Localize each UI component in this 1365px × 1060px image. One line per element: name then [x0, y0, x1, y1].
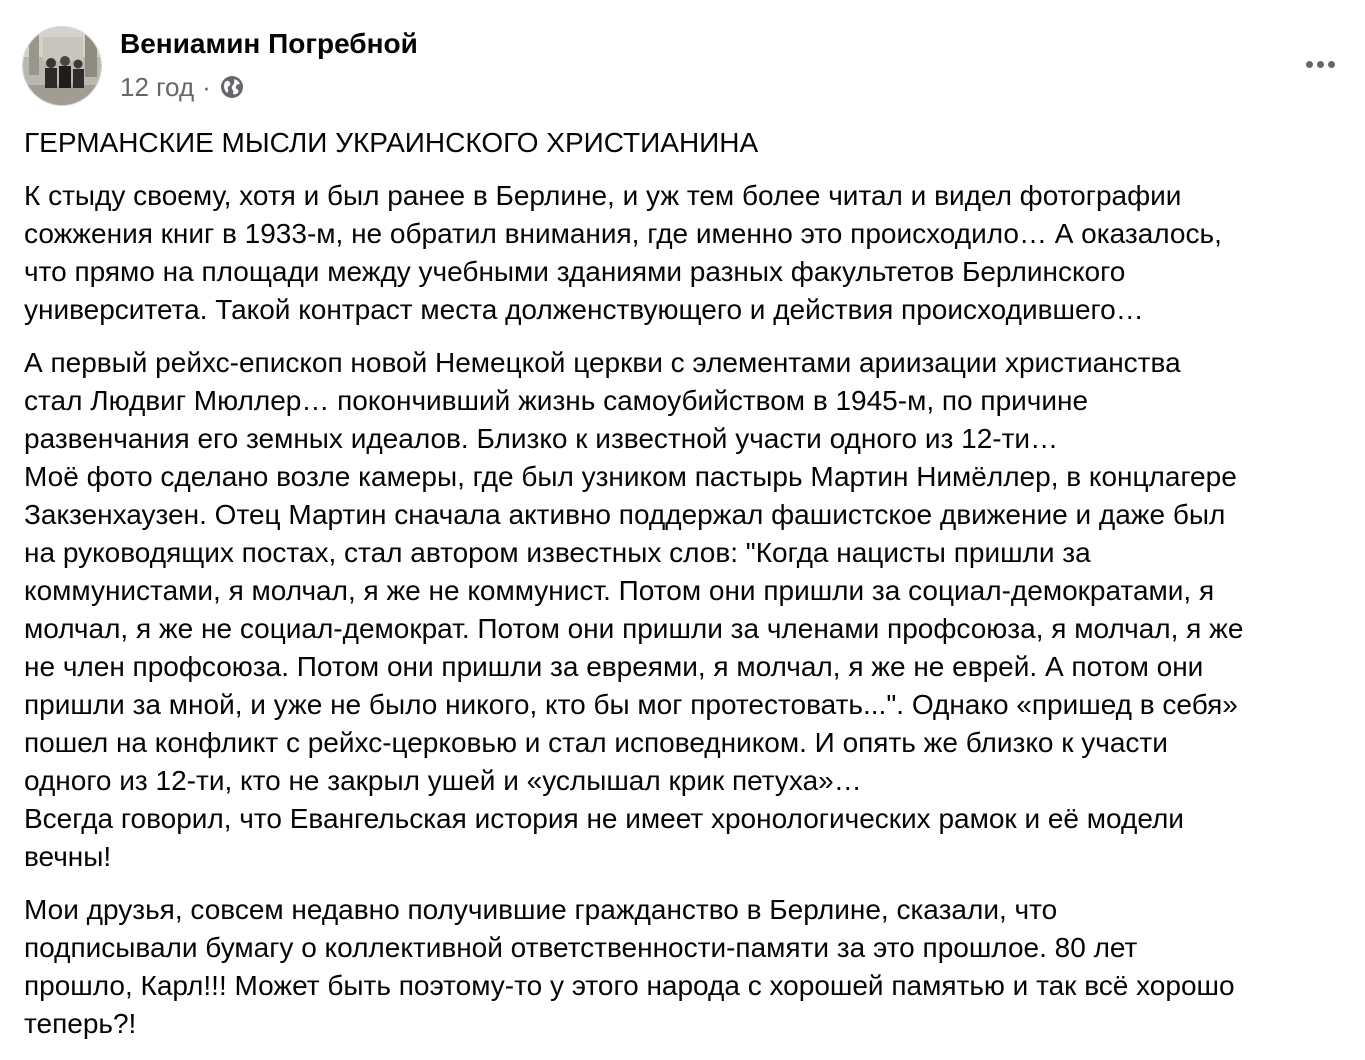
post-text-line: Моё фото сделано возле камеры, где был узником пастырь Мартин Нимёллер, в концлагере	[24, 461, 1237, 492]
post-text-line: К стыду своему, хотя и был ранее в Берлине, и уж тем более читал и видел фотографии	[24, 180, 1182, 211]
post-text-line: пришли за мной, и уже не было никого, кто бы мог протестовать...". Однако «пришед в себя»	[24, 689, 1238, 720]
more-options-button[interactable]	[1298, 46, 1342, 82]
post-text-line: Закзенхаузен. Отец Мартин сначала активно поддержал фашистское движение и даже был	[24, 499, 1226, 530]
more-horizontal-icon	[1306, 61, 1313, 68]
post-text-line: Всегда говорил, что Евангельская история не имеет хронологических рамок и её модели	[24, 803, 1184, 834]
post-text-line: коммунистами, я молчал, я же не коммунист. Потом они пришли за социал-демократами, я	[24, 575, 1215, 606]
paragraph-gap	[24, 876, 1365, 891]
post-text-line: что прямо на площади между учебными зданиями разных факультетов Берлинского	[24, 256, 1126, 287]
post-text-line: Мои друзья, совсем недавно получившие гражданство в Берлине, сказали, что	[24, 894, 1058, 925]
post-text-line: ГЕРМАНСКИЕ МЫСЛИ УКРАИНСКОГО ХРИСТИАНИНА	[24, 127, 759, 158]
post-text	[24, 124, 1365, 1043]
post-text-line: на руководящих постах, стал автором известных слов: "Когда нацисты пришли за	[24, 537, 1091, 568]
post-text-line: теперь?!	[24, 1008, 137, 1039]
post-text-line: молчал, я же не социал-демократ. Потом они пришли за членами профсоюза, я молчал, я же	[24, 613, 1244, 644]
paragraph-gap	[24, 329, 1365, 344]
post-header	[22, 26, 1342, 108]
globe-icon[interactable]	[219, 74, 245, 100]
post-text-line: сожжения книг в 1933-м, не обратил внимания, где именно это происходило… А оказалось,	[24, 218, 1222, 249]
post-text-line: прошло, Карл!!! Может быть поэтому-то у этого народа с хорошей памятью и так всё хорошо	[24, 970, 1235, 1001]
avatar-photo	[23, 27, 102, 106]
post-text-line: вечны!	[24, 841, 112, 872]
post-text-line: развенчания его земных идеалов. Близко к известной участи одного из 12-ти…	[24, 423, 1059, 454]
post-text-line: пошел на конфликт с рейхс-церковью и стал исповедником. И опять же близко к участи	[24, 727, 1168, 758]
paragraph-gap	[24, 162, 1365, 177]
post-text-line: одного из 12-ти, кто не закрыл ушей и «услышал крик петуха»…	[24, 765, 862, 796]
post-timestamp[interactable]: 12 год	[120, 71, 195, 102]
post-text-line: А первый рейхс-епископ новой Немецкой церкви с элементами ариизации христианства	[24, 347, 1181, 378]
post-meta	[120, 70, 245, 104]
post-text-line: университета. Такой контраст места долженствующего и действия происходившего…	[24, 294, 1144, 325]
post-text-line: подписывали бумагу о коллективной ответственности-памяти за это прошлое. 80 лет	[24, 932, 1138, 963]
post-text-line: стал Людвиг Мюллер… покончивший жизнь самоубийством в 1945-м, по причине	[24, 385, 1089, 416]
author-name[interactable]: Вениамин Погребной	[120, 28, 418, 59]
meta-separator: ·	[202, 71, 211, 102]
post-text-line: не член профсоюза. Потом они пришли за евреями, я молчал, я же не еврей. А потом они	[24, 651, 1204, 682]
author-avatar[interactable]	[22, 26, 102, 106]
